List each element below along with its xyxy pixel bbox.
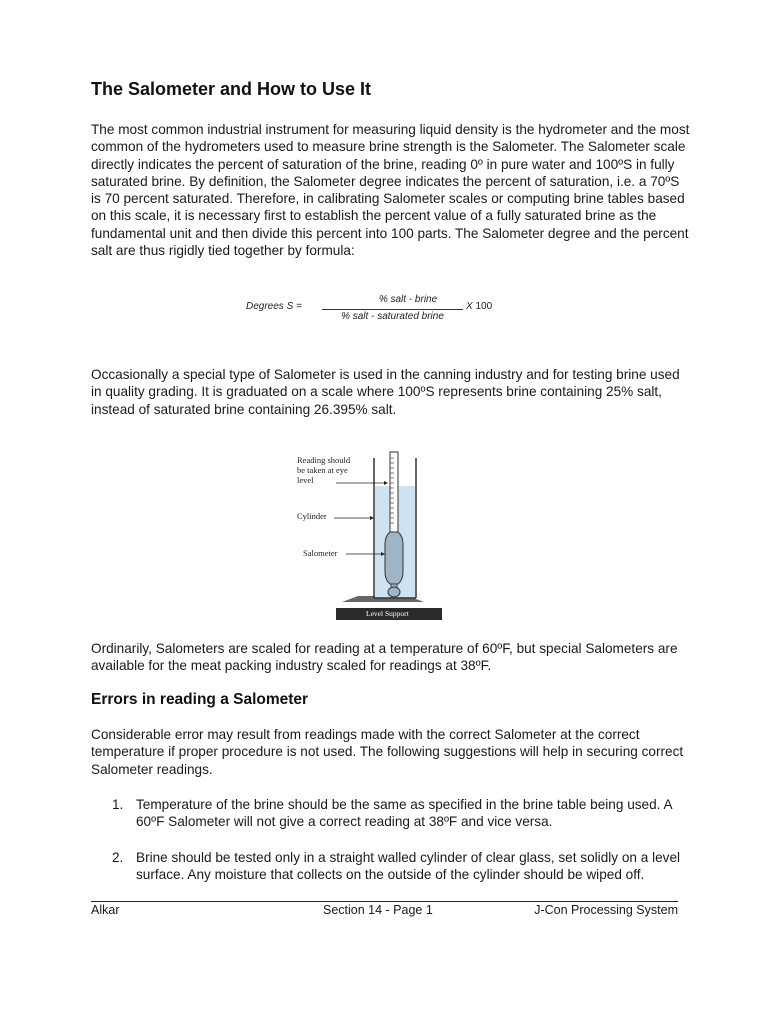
figure-label-reading: Reading should be taken at eye level — [297, 455, 351, 485]
suggestion-list-item-1 — [91, 796, 691, 831]
list-item-number: 1. — [112, 797, 124, 812]
footer-divider — [91, 901, 678, 902]
footer-page-number: Section 14 - Page 1 — [323, 903, 433, 917]
footer-company: Alkar — [91, 903, 120, 917]
intro-paragraph: The most common industrial instrument for measuring liquid density is the hydrometer and the most common of the hydrometers used to measure brine strength is the Salometer. The Salometer scale directly indicates the percent of saturation of the brine, reading 0º in pure water and 100ºS in fully saturated brine. By definition, the Salometer degree indicates the percent of saturation, i.e. a 70ºS is 70 percent saturated. Therefore, in calibrating Salometer scales or computing brine tables based on this scale, it is necessary first to establish the percent value of a fully saturated brine as the fundamental unit and then divide this percent into 100 parts. The Salometer degree and the percent salt are thus rigidly tied together by formula: — [91, 122, 690, 259]
reading-arrow — [384, 481, 388, 485]
figure-label-cylinder: Cylinder — [297, 511, 327, 521]
section-heading: Errors in reading a Salometer — [91, 691, 309, 708]
salometer-formula — [246, 294, 516, 326]
list-item-text: Brine should be tested only in a straight walled cylinder of clear glass, set solidly on a level surface. Any moisture that collects on the outside of the cylinder should be wiped off. — [136, 850, 681, 883]
formula-lhs: Degrees S = — [246, 301, 302, 312]
salometer-figure — [290, 448, 450, 624]
suggestion-list-item-2 — [91, 849, 691, 884]
figure-label-base: Level Support — [366, 609, 409, 618]
list-item — [91, 849, 691, 884]
list-item-text: Temperature of the brine should be the same as specified in the brine table being used. A 60ºF Salometer will not give a correct reading at 38ºF and vice versa. — [136, 797, 672, 830]
page-title: The Salometer and How to Use It — [91, 79, 372, 99]
temperature-paragraph: Ordinarily, Salometers are scaled for reading at a temperature of 60ºF, but special Salometers are available for the meat packing industry scaled for readings at 38ºF. — [91, 641, 678, 674]
salometer-weight-ball — [388, 587, 400, 597]
salometer-bulb — [385, 532, 403, 584]
formula-numerator: % salt - brine — [378, 294, 438, 305]
formula-times-symbol: X — [466, 301, 473, 312]
list-item — [91, 796, 691, 831]
errors-intro-paragraph: Considerable error may result from readings made with the correct Salometer at the correct temperature if proper procedure is not used. The following suggestions will help in securing correct Salometer readings. — [91, 727, 684, 777]
formula-denominator: % salt - saturated brine — [341, 311, 444, 322]
list-item-number: 2. — [112, 850, 124, 865]
footer-system-name: J-Con Processing System — [534, 903, 678, 917]
formula-multiplier-value: 100 — [475, 301, 493, 312]
formula-fraction-bar — [322, 309, 463, 310]
special-salometer-paragraph: Occasionally a special type of Salometer is used in the canning industry and for testing brine used in quality grading. It is graduated on a scale where 100ºS represents brine containing 25% salt, instead of saturated brine containing 26.395% salt. — [91, 367, 680, 417]
salometer-stem — [390, 452, 398, 532]
formula-multiplier — [466, 301, 492, 312]
figure-label-salometer: Salometer — [303, 548, 338, 558]
